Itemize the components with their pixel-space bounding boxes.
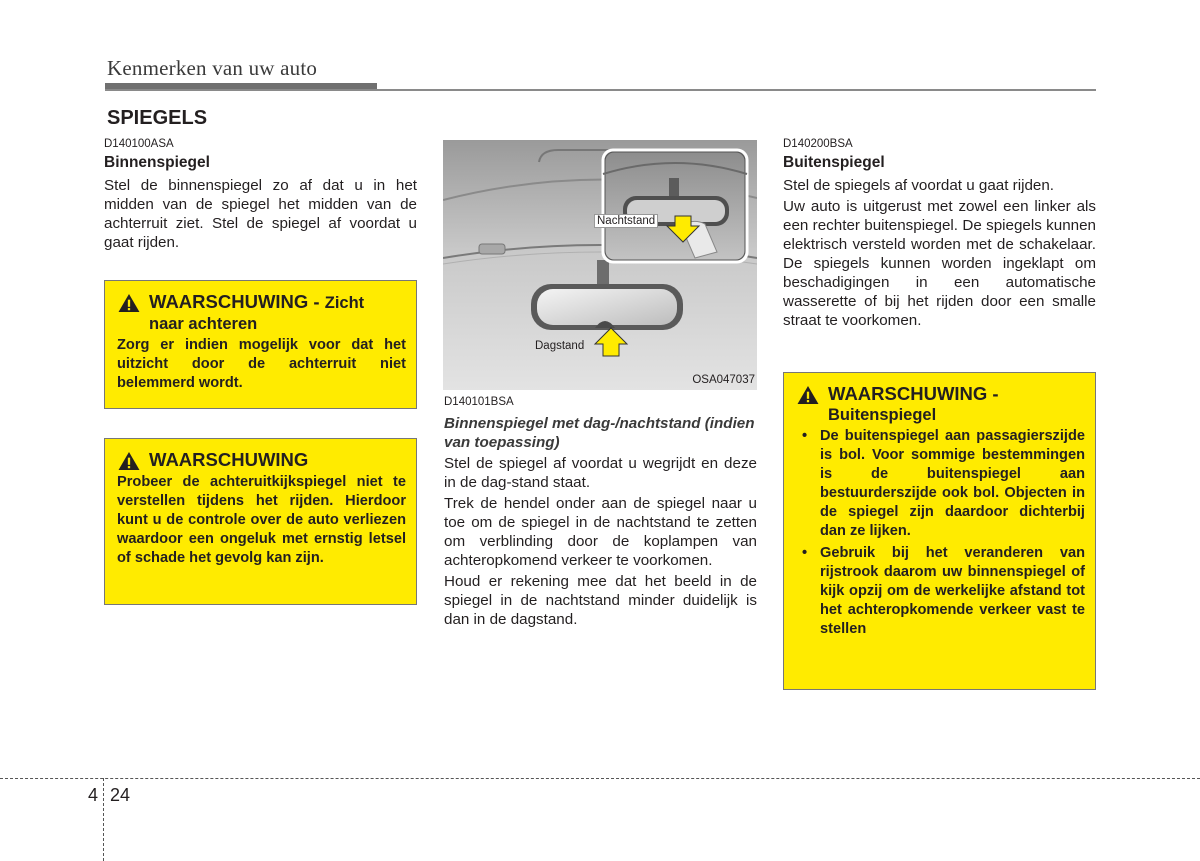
list-item: • Gebruik bij het veranderen van rijstrook daarom uw binnenspiegel of kijk opzij om de werkelijke afstand tot het achteropkomende verkeer vast te stellen [802,545,1085,637]
warning-triangle-icon [117,451,141,471]
warning-title: WAARSCHUWING [149,449,309,470]
warning-triangle-icon [796,385,820,405]
chapter-title: Kenmerken van uw auto [107,56,318,80]
column-1 [104,138,417,252]
paragraph: Uw auto is uitgerust met zowel een linker als een rechter buitenspiegel. De spiegels kunnen elektrisch versteld worden met de schakelaar. De spiegels kunnen worden ingeklapt om beschadigingen in een automatische wasserette of bij het rijden door een smalle straat te voorkomen. [783,198,1096,329]
column-2-text [444,396,757,629]
warning-body: Zorg er indien mogelijk voor dat het uitzicht door de achterruit niet belemmerd wordt. [117,337,406,391]
section-code: D140101BSA [444,396,514,408]
warning-title-line2: Buitenspiegel [828,406,937,424]
footer-divider [103,778,104,861]
subsection-heading: Binnenspiegel met dag-/nachtstand (indien van toepassing) [444,415,755,451]
section-code: D140100ASA [104,138,174,150]
mirror-drawing [443,140,757,390]
warning-list [796,427,1085,639]
header-rule [105,89,1096,91]
subsection-heading: Binnenspiegel [104,154,210,171]
warning-title-line2: naar achteren [149,315,258,333]
paragraph: Stel de spiegels af voordat u gaat rijden. [783,177,1055,194]
list-item: • De buitenspiegel aan passagierszijde is bol. Voor sommige bestemmingen is de buitenspiegel aan bestuurderszijde ook bol. Objecten in de spiegel zijn daardoor dichterbij dan ze lijken. [802,428,1085,539]
label-night: Nachtstand [594,214,658,228]
warning-box-adjust [104,438,417,605]
label-day: Dagstand [535,340,585,352]
column-3 [783,138,1096,330]
section-title: SPIEGELS [107,107,208,129]
mirror-illustration [443,140,757,390]
warning-title: WAARSCHUWING - Zicht [149,291,365,312]
warning-box-rear-view [104,280,417,409]
subsection-heading: Buitenspiegel [783,154,885,171]
paragraph: Stel de spiegel af voordat u wegrijdt en deze in de dag-stand staat. [444,455,757,491]
footer-rule [0,778,1200,779]
warning-box-side-mirror [783,372,1096,690]
warning-title: WAARSCHUWING - [828,383,999,404]
section-code: D140200BSA [783,138,853,150]
warning-body: Probeer de achteruitkijkspiegel niet te verstellen tijdens het rijden. Hierdoor kunt u de controle over de auto verliezen waardoor een ongeluk met ernstig letsel of schade het gevolg kan zijn. [117,474,406,566]
page-number: 24 [110,785,131,805]
warning-triangle-icon [117,293,141,313]
paragraph: Trek de hendel onder aan de spiegel naar u toe om de spiegel in de nachtstand te zetten om verblinding door de koplampen van achteropkomend verkeer te voorkomen. [444,495,757,569]
figure-ref: OSA047037 [692,374,755,386]
paragraph: Stel de binnenspiegel zo af dat u in het midden van de spiegel het midden van de achterruit ziet. Stel de spiegel af voordat u gaat rijden. [104,177,417,251]
chapter-number: 4 [88,785,99,805]
paragraph: Houd er rekening mee dat het beeld in de spiegel in de nachtstand minder duidelijk is dan in de dagstand. [444,573,757,628]
